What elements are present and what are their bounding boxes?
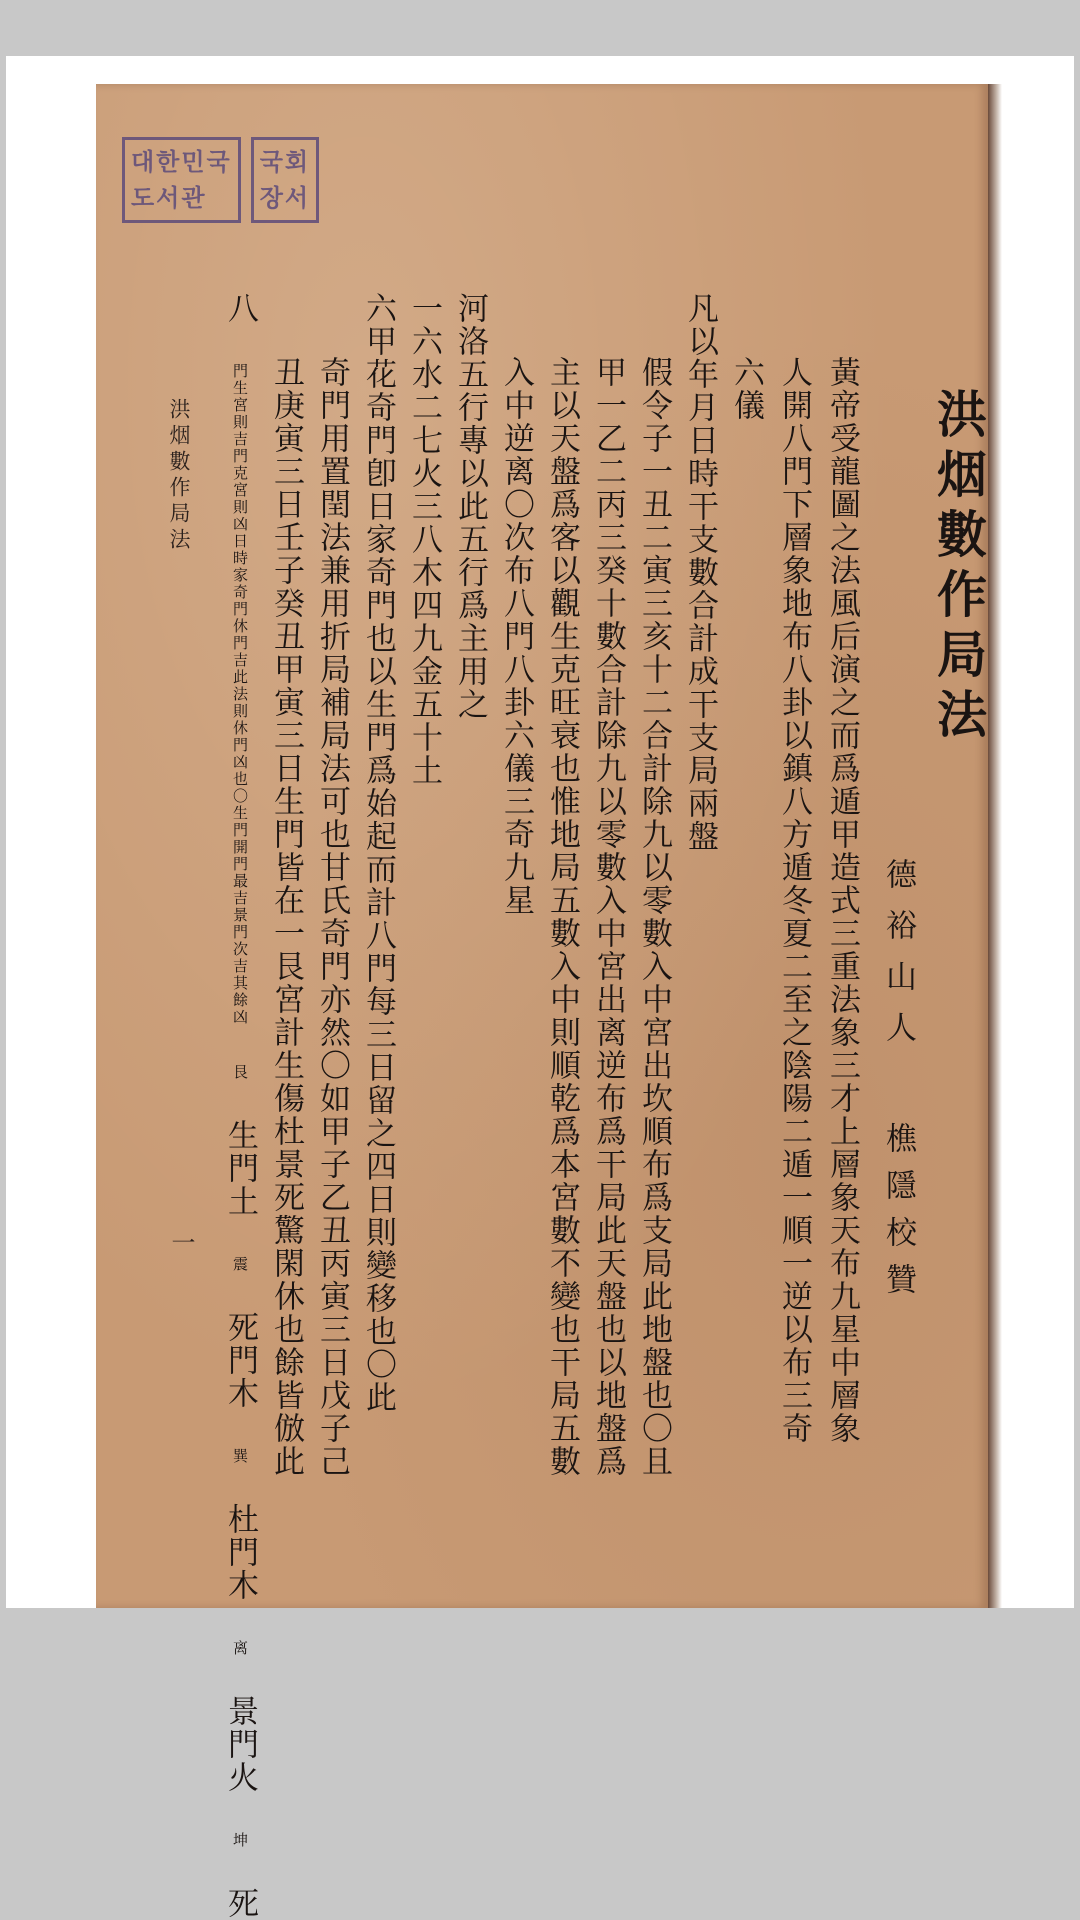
text-column: 假令子一丑二寅三亥十二合計除九以零數入中宮出坎順布爲支局此地盤也〇且	[636, 356, 672, 1478]
text-column: 主以天盤爲客以觀生克旺衰也惟地局五數入中則順乾爲本宮數不變也干局五數	[544, 356, 580, 1478]
text-column-annotated	[216, 292, 264, 1920]
stamp-text: 장서	[259, 184, 311, 212]
text-column: 奇門用置閏法兼用折局補局法可也甘氏奇門亦然〇如甲子乙丑丙寅三日戊子己	[314, 356, 350, 1478]
note-line: 門生宮則吉門克宮則凶日時家奇門休門吉此法	[231, 363, 249, 703]
text-column: 六儀	[728, 356, 764, 422]
stamp-right	[251, 137, 319, 223]
text-column: 凡以年月日時干支數合計成干支局兩盤	[682, 292, 718, 853]
library-stamp	[122, 137, 319, 223]
text-column: 一六水二七火三八木四九金五十土	[406, 292, 442, 787]
text-char: 八	[222, 292, 258, 325]
text-run: 生門土	[222, 1119, 258, 1218]
text-run: 景門火	[222, 1695, 258, 1794]
stamp-text: 도서관	[131, 184, 207, 212]
margin-title: 洪烟數作局法	[167, 398, 191, 554]
stamp-text: 대한민국	[131, 148, 232, 176]
stamp-text: 국회	[259, 148, 311, 176]
page-edge	[988, 84, 1002, 1608]
editor-line: 樵隱校贊	[880, 1122, 916, 1310]
small-note: 巽	[231, 1448, 249, 1465]
small-note: 震	[231, 1256, 249, 1273]
small-note: 离	[231, 1640, 249, 1657]
page-number: 一	[167, 1230, 195, 1259]
text-run: 死	[222, 1887, 258, 1920]
text-column: 甲一乙二丙三癸十數合計除九以零數入中宮出离逆布爲干局此天盤也以地盤爲	[590, 356, 626, 1478]
text-column: 六甲花奇門卽日家奇門也以生門爲始起而計八門每三日留之四日則變移也〇此	[360, 292, 396, 1414]
text-column: 入中逆离〇次布八門八卦六儀三奇九星	[498, 356, 534, 917]
text-column: 河洛五行專以此五行爲主用之	[452, 292, 488, 721]
note-line: 則休門凶也〇生門開門最吉景門次吉其餘凶	[231, 703, 249, 1026]
author-line: 德裕山人	[880, 858, 916, 1062]
text-column: 人開八門下層象地布八卦以鎮八方遁冬夏二至之陰陽二遁一順一逆以布三奇	[776, 356, 812, 1445]
text-column: 黃帝受龍圖之法風后演之而爲遁甲造式三重法象三才上層象天布九星中層象	[824, 356, 860, 1445]
text-run: 杜門木	[222, 1503, 258, 1602]
interlinear-note	[232, 363, 248, 1026]
small-note: 艮	[231, 1064, 249, 1081]
text-run: 死門木	[222, 1311, 258, 1410]
stamp-left	[122, 137, 241, 223]
text-column: 丑庚寅三日壬子癸丑甲寅三日生門皆在一艮宮計生傷杜景死驚閑休也餘皆倣此	[268, 356, 304, 1478]
small-note: 坤	[231, 1832, 249, 1849]
document-title: 洪烟數作局法	[929, 388, 988, 748]
